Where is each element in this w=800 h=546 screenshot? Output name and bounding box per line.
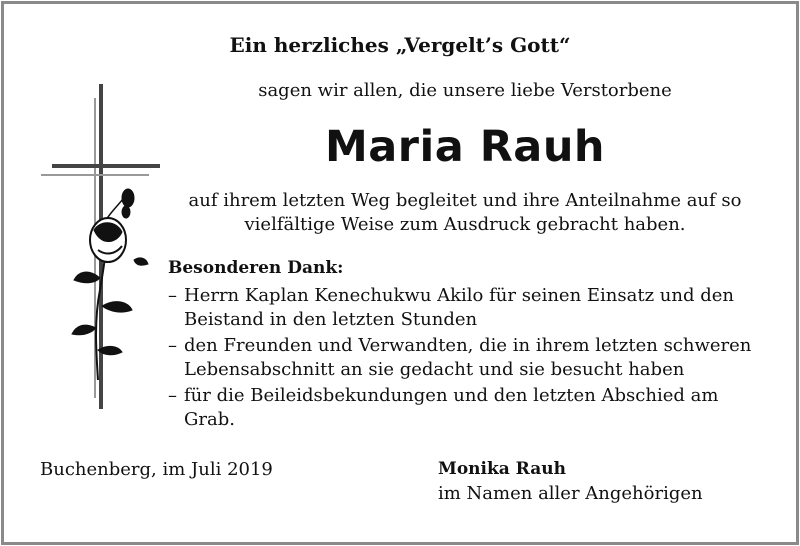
list-dash: – xyxy=(168,285,177,306)
list-dash: – xyxy=(168,385,177,406)
body-line-1: auf ihrem letzten Weg begleitet und ihre Anteilnahme auf so xyxy=(188,190,742,211)
thanks-item-line: den Freunden und Verwandten, die in ihrem letzten schweren xyxy=(184,335,752,356)
thanks-item xyxy=(168,284,768,332)
thanks-item-line: Grab. xyxy=(184,409,235,430)
place-date: Buchenberg, im Juli 2019 xyxy=(40,459,273,480)
deceased-name: Maria Rauh xyxy=(324,122,606,172)
thanks-item-line: Herrn Kaplan Kenechukwu Akilo für seinen Einsatz und den xyxy=(184,285,734,306)
signer-role: im Namen aller Angehörigen xyxy=(438,483,703,504)
rose-icon xyxy=(72,189,148,380)
thanks-list xyxy=(168,284,768,434)
cross-rose-ornament xyxy=(36,80,166,415)
intro-text: sagen wir allen, die unsere liebe Verstorbene xyxy=(258,80,672,101)
signer-name: Monika Rauh xyxy=(438,459,566,479)
body-line-2: vielfältige Weise zum Ausdruck gebracht haben. xyxy=(244,214,686,235)
thanks-item xyxy=(168,384,768,432)
list-dash: – xyxy=(168,335,177,356)
thanks-item xyxy=(168,334,768,382)
thanks-item-line: Lebensabschnitt an sie gedacht und sie besucht haben xyxy=(184,359,685,380)
notice-heading: Ein herzliches „Vergelt’s Gott“ xyxy=(229,33,571,57)
thanks-item-line: Beistand in den letzten Stunden xyxy=(184,309,478,330)
thanks-heading: Besonderen Dank: xyxy=(168,258,344,278)
thanks-item-line: für die Beileidsbekundungen und den letzten Abschied am xyxy=(184,385,719,406)
